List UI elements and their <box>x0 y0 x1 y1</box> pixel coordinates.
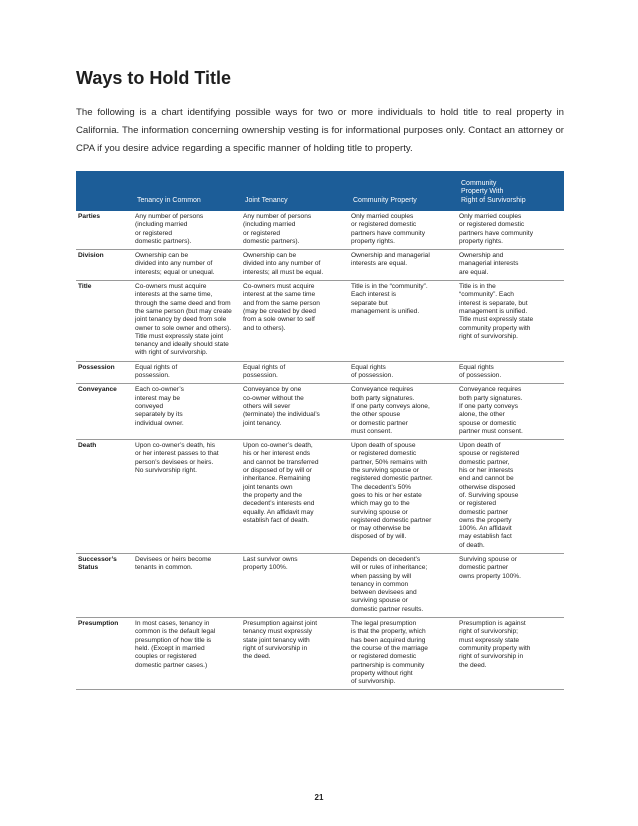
table-cell: Each co-owner’s interest may be conveyed separately by its individual owner. <box>131 384 239 440</box>
header-community-property-survivorship: Community Property With Right of Survivorship <box>455 171 564 211</box>
table-row <box>76 361 564 384</box>
row-label: Title <box>76 281 131 362</box>
table-cell: Devisees or heirs become tenants in common. <box>131 553 239 617</box>
table-body <box>76 211 564 690</box>
table-cell: Ownership can be divided into any number of interests; equal or unequal. <box>131 250 239 281</box>
row-label: Possession <box>76 361 131 384</box>
table-cell: Equal rights of possession. <box>455 361 564 384</box>
table-cell: Equal rights of possession. <box>347 361 455 384</box>
page-title: Ways to Hold Title <box>76 68 232 88</box>
table-cell: In most cases, tenancy in common is the default legal presumption of how title is held. (Except in married couples or registered domestic partner cases.) <box>131 618 239 690</box>
row-label: Parties <box>78 213 100 220</box>
table-cell: Upon death of spouse or registered domestic partner, his or her interests end and cannot be otherwise disposed of. Surviving spouse or registered domestic partner owns the property 100%. An affidavit may establish fact of death. <box>455 440 564 554</box>
table-cell: Upon co-owner’s death, his or her interest passes to that person’s devisees or heirs. No survivorship right. <box>131 440 239 554</box>
row-label: Presumption <box>76 618 131 690</box>
table-cell: The legal presumption is that the property, which has been acquired during the course of the marriage or registered domestic partnership is community property without right of survivorship. <box>347 618 455 690</box>
table-cell: Title is in the “community”. Each interest is separate but management is unified. <box>347 281 455 362</box>
table-cell: Ownership and managerial interests are equal. <box>347 250 455 281</box>
table-row <box>76 250 564 281</box>
table-row <box>76 440 564 554</box>
header-row <box>76 171 564 211</box>
header-blank <box>76 171 131 211</box>
table-cell: Only married couples or registered domestic partners have community property rights. <box>351 213 426 245</box>
table-cell: Only married couples or registered domestic partners have community property rights. <box>459 213 534 245</box>
table-cell: Equal rights of possession. <box>239 361 347 384</box>
header-community-property: Community Property <box>347 171 455 211</box>
title-comparison-table <box>76 171 564 690</box>
table-row <box>76 553 564 617</box>
table-cell: Title is in the “community”. Each interest is separate, but management is unified. Title must expressly state community property with right of survivorship. <box>455 281 564 362</box>
table-cell: Conveyance by one co-owner without the others will sever (terminate) the individual’s joint tenancy. <box>239 384 347 440</box>
intro-paragraph: The following is a chart identifying possible ways for two or more individuals to hold title to real property in California. The information concerning ownership vesting is for informational purposes only. Contact an attorney or CPA if you desire advice regarding a specific manner of holding title to property. <box>76 107 564 154</box>
table-cell: Upon death of spouse or registered domestic partner, 50% remains with the surviving spouse or registered domestic partner. The decedent’s 50% goes to his or her estate which may go to the surviving spouse or registered domestic partner or may otherwise be disposed of by will. <box>347 440 455 554</box>
table-cell: Ownership and managerial interests are equal. <box>455 250 564 281</box>
row-label: Successor’s Status <box>76 553 131 617</box>
table-cell: Co-owners must acquire interest at the same time and from the same person (may be created by deed from a sole owner to self and to others). <box>239 281 347 362</box>
table-row <box>76 618 564 690</box>
table-cell: Co-owners must acquire interests at the same time, through the same deed and from the same person (but may create joint tenancy by deed from sole owner to sole owner and others). Title must expressly state joint tenancy and ideally should state with right of survivorship. <box>131 281 239 362</box>
table-cell: Presumption against joint tenancy must expressly state joint tenancy with right of survivorship in the deed. <box>239 618 347 690</box>
table-cell: Any number of persons (including married or registered domestic partners). <box>243 213 312 245</box>
table-cell: Surviving spouse or domestic partner owns property 100%. <box>455 553 564 617</box>
table-cell: Ownership can be divided into any number of interests; all must be equal. <box>239 250 347 281</box>
table-cell: Depends on decedent’s will or rules of inheritance; when passing by will tenancy in common between devisees and surviving spouse or domestic partner results. <box>347 553 455 617</box>
table-cell: Equal rights of possession. <box>131 361 239 384</box>
table-cell: Upon co-owner’s death, his or her interest ends and cannot be transferred or disposed of by will or inheritance. Remaining joint tenants own the property and the decedent’s interests end equally. An affidavit may establish fact of death. <box>239 440 347 554</box>
row-label: Death <box>76 440 131 554</box>
table-cell: Conveyance requires both party signatures. If one party conveys alone, the other spouse or domestic partner must consent. <box>347 384 455 440</box>
table-row <box>76 384 564 440</box>
table-row <box>76 211 564 250</box>
table-cell: Last survivor owns property 100%. <box>239 553 347 617</box>
page-number: 21 <box>314 793 324 802</box>
table-header <box>76 171 564 211</box>
table-cell: Any number of persons (including married or registered domestic partners). <box>135 213 204 245</box>
table-row <box>76 281 564 362</box>
table-cell: Presumption is against right of survivorship; must expressly state community property with right of survivorship in the deed. <box>455 618 564 690</box>
header-tenancy-in-common: Tenancy in Common <box>131 171 239 211</box>
row-label: Division <box>76 250 131 281</box>
header-joint-tenancy: Joint Tenancy <box>239 171 347 211</box>
row-label: Conveyance <box>76 384 131 440</box>
table-cell: Conveyance requires both party signatures. If one party conveys alone, the other spouse or domestic partner must consent. <box>455 384 564 440</box>
